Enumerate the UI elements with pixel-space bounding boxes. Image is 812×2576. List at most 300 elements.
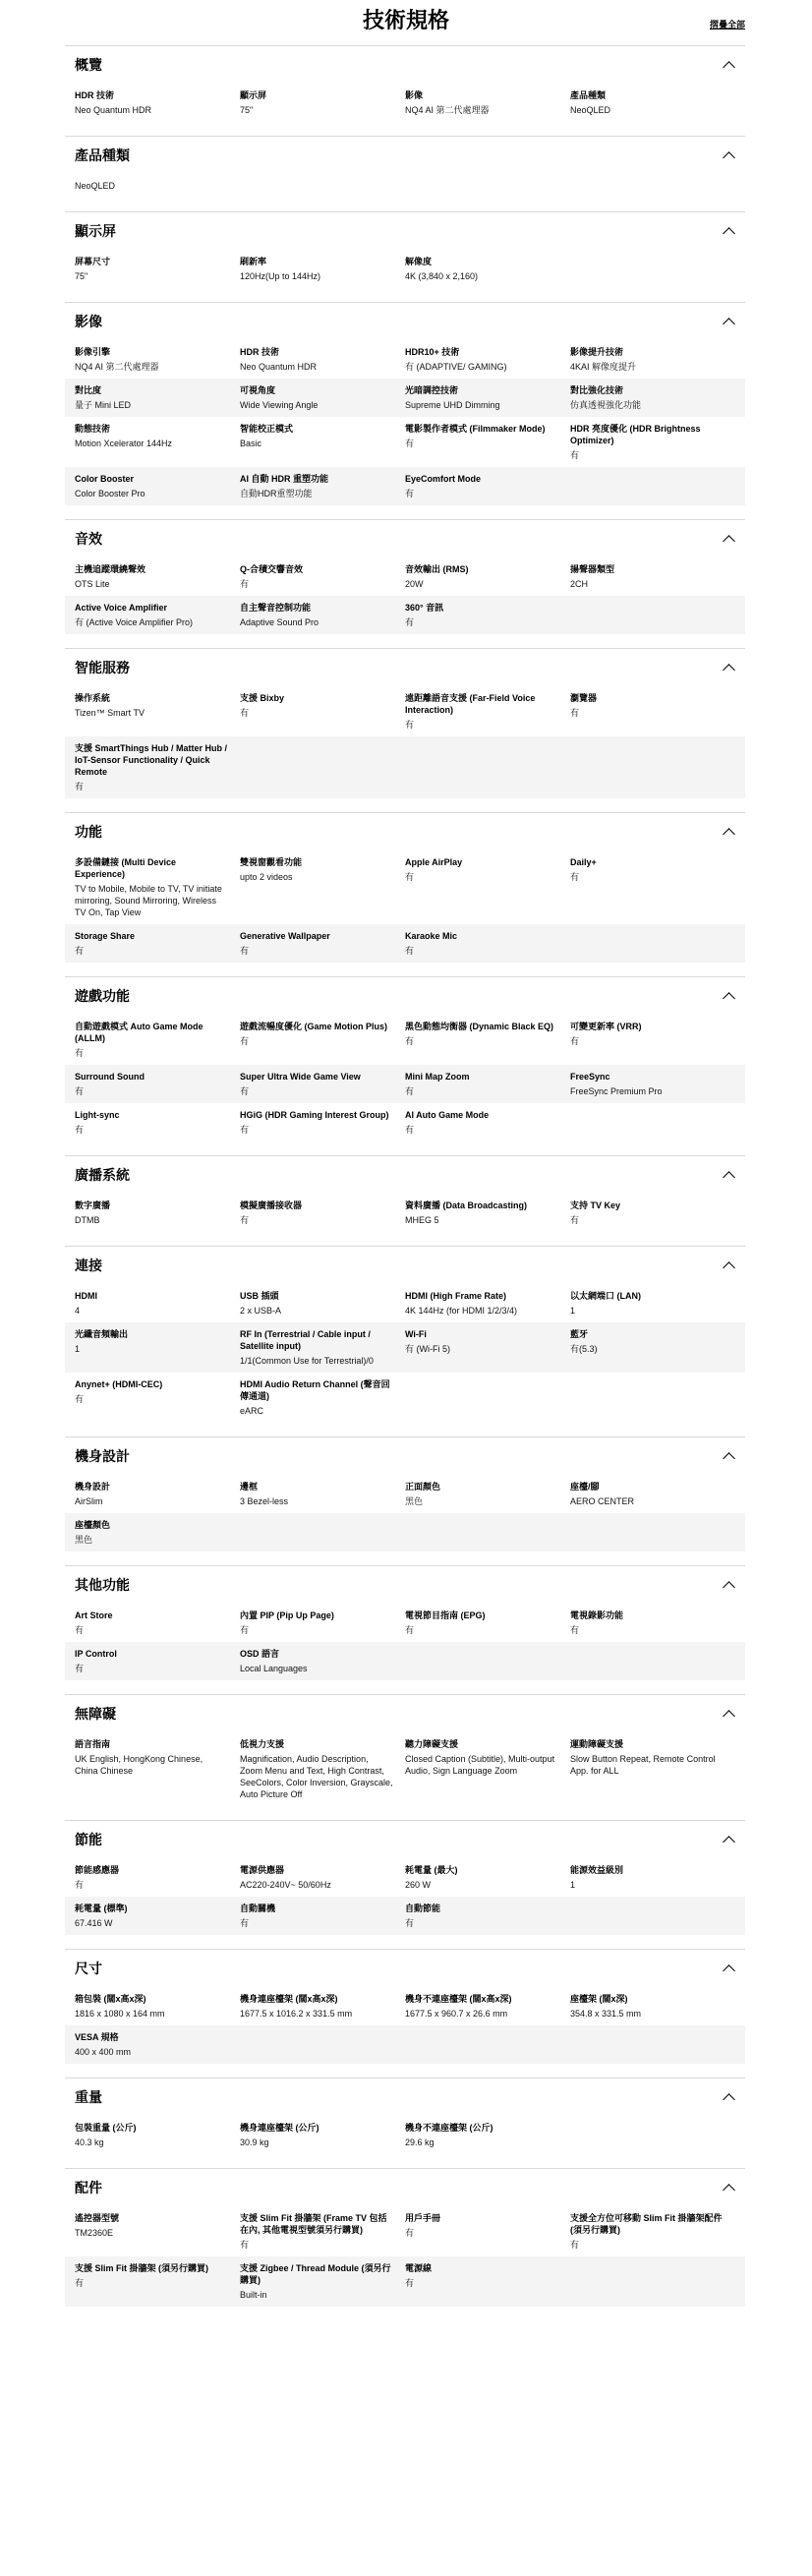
- spec-item: [75, 930, 240, 957]
- spec-value: 354.8 x 331.5 mm: [570, 2009, 642, 2019]
- spec-value: Neo Quantum HDR: [240, 362, 318, 372]
- spec-item: [570, 1021, 735, 1059]
- spec-value: 有: [75, 2278, 85, 2288]
- spec-value: 有: [75, 1394, 85, 1404]
- spec-row: [65, 2206, 745, 2256]
- spec-item: [405, 89, 570, 116]
- spec-item: [75, 2262, 240, 2301]
- spec-item: [75, 692, 240, 731]
- spec-label: 支援 SmartThings Hub / Matter Hub / IoT-Sensor Functionality / Quick Remote: [75, 743, 228, 777]
- spec-value: 120Hz(Up to 144Hz): [240, 271, 321, 281]
- spec-item: [405, 1328, 570, 1367]
- spec-value: UK English, HongKong Chinese, China Chinese: [75, 1754, 203, 1776]
- spec-value: 有: [240, 708, 250, 718]
- spec-section: [65, 1155, 745, 1246]
- spec-label: HGiG (HDR Gaming Interest Group): [240, 1110, 389, 1120]
- spec-item: [75, 1200, 240, 1226]
- section-body: [65, 1732, 745, 1820]
- spec-row: [65, 1015, 745, 1065]
- spec-item: [75, 473, 240, 499]
- spec-row: [65, 1604, 745, 1642]
- spec-value: 自動HDR重塑功能: [240, 489, 313, 498]
- spec-sections: [0, 45, 812, 2320]
- section-title: 節能: [75, 1832, 102, 1847]
- section-title: 概覽: [75, 57, 102, 73]
- spec-item: [240, 602, 405, 628]
- chevron-up-icon[interactable]: [723, 828, 735, 841]
- spec-label: 資料廣播 (Data Broadcasting): [405, 1200, 528, 1210]
- spec-row: [65, 467, 745, 505]
- spec-label: 影像引擎: [75, 347, 111, 357]
- spec-item: [405, 1864, 570, 1891]
- section-body: [65, 850, 745, 976]
- spec-item: [405, 2122, 570, 2148]
- spec-item: [570, 856, 735, 918]
- spec-value: 有: [405, 1918, 415, 1928]
- spec-value: 有: [75, 1664, 85, 1673]
- section-header[interactable]: [65, 46, 745, 84]
- chevron-up-icon[interactable]: [723, 1452, 735, 1465]
- spec-item: [240, 384, 405, 411]
- chevron-up-icon[interactable]: [723, 1581, 735, 1594]
- spec-label: 電源線: [405, 2263, 433, 2273]
- spec-value: 有: [240, 1625, 250, 1635]
- spec-value: 有: [405, 617, 415, 627]
- section-body: [65, 1475, 745, 1565]
- section-title: 其他功能: [75, 1577, 130, 1593]
- section-header[interactable]: [65, 649, 745, 686]
- spec-label: Mini Map Zoom: [405, 1072, 470, 1082]
- spec-row: [65, 2256, 745, 2307]
- spec-value: 有: [405, 489, 415, 498]
- section-title: 影像: [75, 314, 102, 329]
- spec-value: 1677.5 x 960.7 x 26.6 mm: [405, 2009, 508, 2019]
- spec-value: 260 W: [405, 1880, 432, 1890]
- spec-value: MHEG 5: [405, 1215, 439, 1225]
- spec-label: 多設備鏈接 (Multi Device Experience): [75, 857, 177, 879]
- spec-value: 有: [405, 1036, 415, 1046]
- spec-label: 支援 Slim Fit 掛牆架 (Frame TV 包括在內, 其他電視型號須另行購買): [240, 2213, 387, 2235]
- spec-label: 對比度: [75, 385, 102, 395]
- spec-label: Light-sync: [75, 1110, 120, 1120]
- spec-value: upto 2 videos: [240, 872, 293, 882]
- spec-label: 自動節能: [405, 1903, 441, 1913]
- spec-value: 20W: [405, 579, 424, 589]
- spec-row: [65, 417, 745, 467]
- spec-value: Wide Viewing Angle: [240, 400, 319, 410]
- spec-row: [65, 1897, 745, 1935]
- spec-item: [570, 1328, 735, 1367]
- spec-item: [405, 1071, 570, 1097]
- spec-value: 黑色: [405, 1496, 424, 1506]
- section-header[interactable]: [65, 303, 745, 340]
- spec-label: Generative Wallpaper: [240, 931, 330, 941]
- spec-label: 電源供應器: [240, 1865, 285, 1875]
- spec-value: 有: [240, 1215, 250, 1225]
- chevron-up-icon[interactable]: [723, 664, 735, 676]
- spec-label: HDR 技術: [75, 90, 114, 100]
- spec-row: [65, 1322, 745, 1373]
- spec-label: HDMI: [75, 1291, 97, 1301]
- spec-label: 雙視窗觀看功能: [240, 857, 303, 867]
- section-header[interactable]: [65, 813, 745, 850]
- spec-row: [65, 1065, 745, 1103]
- spec-label: 座檯/腳: [570, 1482, 600, 1492]
- spec-item: [75, 423, 240, 461]
- spec-value: 400 x 400 mm: [75, 2047, 132, 2057]
- spec-value: 1816 x 1080 x 164 mm: [75, 2009, 165, 2019]
- section-header[interactable]: [65, 2078, 745, 2116]
- spec-section: [65, 976, 745, 1155]
- spec-item: [75, 1328, 240, 1367]
- spec-section: [65, 211, 745, 302]
- spec-item: [570, 563, 735, 590]
- spec-label: Daily+: [570, 857, 597, 867]
- spec-value: 67.416 W: [75, 1918, 113, 1928]
- spec-value: 有 (ADAPTIVE/ GAMING): [405, 362, 507, 372]
- spec-value: 有: [405, 872, 415, 882]
- spec-value: TV to Mobile, Mobile to TV, TV initiate mirroring, Sound Mirroring, Wireless TV On, Tap View: [75, 884, 222, 917]
- spec-value: 有: [405, 2228, 415, 2238]
- spec-value: 黑色: [75, 1535, 93, 1545]
- spec-item: [405, 1200, 570, 1226]
- chevron-up-icon[interactable]: [723, 2093, 735, 2106]
- spec-row: [65, 1513, 745, 1551]
- spec-section: [65, 2078, 745, 2168]
- spec-label: 機身連座檯架 (闊x高x深): [240, 1994, 338, 2004]
- spec-item: [240, 1648, 405, 1674]
- section-title: 廣播系統: [75, 1167, 130, 1183]
- spec-label: 座檯架 (闊x深): [570, 1994, 628, 2004]
- spec-item: [75, 1903, 240, 1929]
- spec-item: [75, 2122, 240, 2148]
- spec-label: 解像度: [405, 257, 433, 266]
- spec-row: [65, 379, 745, 417]
- spec-row: [65, 250, 745, 288]
- spec-value: 4K 144Hz (for HDMI 1/2/3/4): [405, 1306, 518, 1316]
- spec-value: 有: [240, 1036, 250, 1046]
- spec-item: [240, 1864, 405, 1891]
- spec-value: Supreme UHD Dimming: [405, 400, 500, 410]
- spec-item: [75, 1481, 240, 1507]
- spec-label: 機身連座檯架 (公斤): [240, 2123, 319, 2133]
- spec-item: [240, 1290, 405, 1317]
- spec-value: Slow Button Repeat, Remote Control App. for ALL: [570, 1754, 716, 1776]
- spec-item: [405, 2212, 570, 2251]
- spec-label: 360° 音訊: [405, 603, 444, 613]
- spec-item: [75, 742, 240, 792]
- spec-item: [570, 346, 735, 373]
- spec-value: NeoQLED: [570, 105, 611, 115]
- spec-label: 支持 TV Key: [570, 1200, 621, 1210]
- spec-value: 有: [240, 2240, 250, 2250]
- section-title: 智能服務: [75, 660, 130, 675]
- spec-label: 電視錄影功能: [570, 1610, 624, 1620]
- spec-value: Color Booster Pro: [75, 489, 145, 498]
- spec-label: 聽力障礙支援: [405, 1739, 459, 1749]
- spec-item: [405, 1481, 570, 1507]
- spec-item: [405, 1610, 570, 1636]
- spec-label: Color Booster: [75, 474, 135, 484]
- section-body: [65, 686, 745, 812]
- spec-item: [240, 89, 405, 116]
- section-title: 遊戲功能: [75, 988, 130, 1004]
- spec-item: [405, 692, 570, 731]
- spec-item: [405, 256, 570, 282]
- spec-label: 可視角度: [240, 385, 276, 395]
- spec-section: [65, 302, 745, 519]
- spec-item: [240, 1109, 405, 1136]
- section-header[interactable]: [65, 1247, 745, 1284]
- spec-item: [405, 473, 570, 499]
- spec-item: [405, 930, 570, 957]
- section-title: 連接: [75, 1258, 102, 1273]
- spec-label: 瀏覽器: [570, 693, 598, 703]
- chevron-up-icon[interactable]: [723, 1171, 735, 1184]
- spec-label: 邊框: [240, 1482, 259, 1492]
- spec-label: 電視節目指南 (EPG): [405, 1610, 486, 1620]
- spec-label: 節能感應器: [75, 1865, 120, 1875]
- spec-label: Storage Share: [75, 931, 136, 941]
- spec-value: 有(5.3): [570, 1344, 598, 1354]
- spec-value: AC220-240V~ 50/60Hz: [240, 1880, 331, 1890]
- spec-label: 機身不連座檯架 (闊x高x深): [405, 1994, 512, 2004]
- spec-value: 有: [75, 1625, 85, 1635]
- section-header[interactable]: [65, 137, 745, 174]
- spec-value: 1677.5 x 1016.2 x 331.5 mm: [240, 2009, 353, 2019]
- spec-value: 有: [75, 1086, 85, 1096]
- spec-item: [75, 1993, 240, 2020]
- spec-label: 模擬廣播接收器: [240, 1200, 303, 1210]
- spec-value: Local Languages: [240, 1664, 308, 1673]
- spec-value: 有: [75, 1125, 85, 1135]
- section-header[interactable]: [65, 520, 745, 557]
- spec-label: HDR 亮度優化 (HDR Brightness Optimizer): [570, 424, 701, 445]
- section-header[interactable]: [65, 977, 745, 1015]
- spec-label: USB 插頭: [240, 1291, 279, 1301]
- spec-label: 數字廣播: [75, 1200, 111, 1210]
- spec-label: 操作系統: [75, 693, 111, 703]
- section-body: [65, 1015, 745, 1155]
- chevron-up-icon[interactable]: [723, 151, 735, 164]
- spec-label: 機身設計: [75, 1482, 111, 1492]
- spec-value: 2CH: [570, 579, 589, 589]
- spec-label: Apple AirPlay: [405, 857, 463, 867]
- spec-value: eARC: [240, 1406, 264, 1416]
- spec-label: Anynet+ (HDMI-CEC): [75, 1379, 163, 1389]
- spec-value: 有: [570, 1036, 580, 1046]
- spec-label: 包裝重量 (公斤): [75, 2123, 137, 2133]
- spec-value: 有: [75, 1880, 85, 1890]
- spec-value: 75": [75, 271, 88, 281]
- spec-label: 影像提升技術: [570, 347, 624, 357]
- spec-label: HDMI (High Frame Rate): [405, 1291, 507, 1301]
- spec-section: [65, 136, 745, 211]
- spec-row: [65, 1475, 745, 1513]
- spec-item: [240, 1378, 405, 1417]
- chevron-up-icon[interactable]: [723, 1836, 735, 1848]
- chevron-up-icon[interactable]: [723, 992, 735, 1005]
- section-header[interactable]: [65, 2169, 745, 2206]
- chevron-up-icon[interactable]: [723, 318, 735, 330]
- spec-label: Super Ultra Wide Game View: [240, 1072, 361, 1082]
- spec-item: [570, 384, 735, 411]
- spec-item: [75, 1021, 240, 1059]
- spec-item: [75, 1378, 240, 1417]
- spec-label: 支援全方位可移動 Slim Fit 掛牆架配件 (須另行購買): [570, 2213, 723, 2235]
- spec-row: [65, 1642, 745, 1680]
- spec-section: [65, 519, 745, 648]
- page-header: [0, 0, 812, 45]
- section-header[interactable]: [65, 1437, 745, 1475]
- spec-item: [570, 1993, 735, 2020]
- section-title: 機身設計: [75, 1448, 130, 1464]
- spec-value: 有: [240, 579, 250, 589]
- collapse-all-link[interactable]: 摺疊全部: [709, 20, 745, 29]
- spec-row: [65, 686, 745, 736]
- spec-item: [405, 856, 570, 918]
- spec-item: [75, 1864, 240, 1891]
- spec-item: [240, 473, 405, 499]
- section-header[interactable]: [65, 1156, 745, 1194]
- spec-value: 1: [75, 1344, 81, 1354]
- spec-item: [570, 1290, 735, 1317]
- spec-item: [75, 89, 240, 116]
- spec-item: [570, 2212, 735, 2251]
- chevron-up-icon[interactable]: [723, 2184, 735, 2196]
- spec-section: [65, 1949, 745, 2078]
- spec-value: 有: [75, 1048, 85, 1058]
- spec-value: Built-in: [240, 2290, 267, 2300]
- spec-label: 可變更新率 (VRR): [570, 1022, 642, 1031]
- spec-value: 75": [240, 105, 254, 115]
- spec-value: 有: [240, 1086, 250, 1096]
- spec-value: 有 (Active Voice Amplifier Pro): [75, 617, 194, 627]
- chevron-up-icon[interactable]: [723, 1964, 735, 1977]
- spec-row: [65, 1987, 745, 2025]
- section-title: 產品種類: [75, 147, 130, 163]
- spec-value: AirSlim: [75, 1496, 103, 1506]
- spec-item: [240, 1993, 405, 2020]
- section-header[interactable]: [65, 1695, 745, 1732]
- section-body: [65, 1858, 745, 1949]
- spec-item: [570, 1738, 735, 1800]
- spec-item: [405, 423, 570, 461]
- spec-section: [65, 1694, 745, 1820]
- spec-label: 自動遊戲模式 Auto Game Mode (ALLM): [75, 1022, 203, 1043]
- section-body: [65, 340, 745, 519]
- spec-section: [65, 1436, 745, 1565]
- spec-label: 用戶手冊: [405, 2213, 441, 2223]
- spec-value: 有: [570, 1215, 580, 1225]
- spec-value: Motion Xcelerator 144Hz: [75, 439, 173, 448]
- spec-label: 支援 Zigbee / Thread Module (須另行購買): [240, 2263, 391, 2285]
- spec-label: 支援 Slim Fit 掛牆架 (須另行購買): [75, 2263, 208, 2273]
- chevron-up-icon[interactable]: [723, 61, 735, 74]
- spec-section: [65, 1246, 745, 1436]
- spec-label: 內置 PIP (Pip Up Page): [240, 1610, 334, 1620]
- spec-item: [75, 856, 240, 918]
- page-title: 技術規格: [362, 8, 449, 32]
- section-body: [65, 1987, 745, 2078]
- spec-label: 座檯顏色: [75, 1520, 111, 1530]
- section-header[interactable]: [65, 1950, 745, 1987]
- spec-value: 1: [570, 1306, 576, 1316]
- section-body: [65, 1194, 745, 1246]
- spec-value: 1: [570, 1880, 576, 1890]
- spec-value: NQ4 AI 第二代處理器: [405, 105, 490, 115]
- spec-value: 有: [570, 1625, 580, 1635]
- spec-value: 有: [405, 720, 415, 730]
- spec-label: 黑色動態均衡器 (Dynamic Black EQ): [405, 1022, 554, 1031]
- spec-label: 顯示屏: [240, 90, 267, 100]
- section-body: [65, 1284, 745, 1436]
- chevron-up-icon[interactable]: [723, 1261, 735, 1274]
- spec-value: 有: [75, 782, 85, 791]
- spec-row: [65, 1858, 745, 1897]
- section-body: [65, 84, 745, 136]
- spec-label: Surround Sound: [75, 1072, 145, 1082]
- chevron-up-icon[interactable]: [723, 227, 735, 240]
- spec-item: [240, 563, 405, 590]
- spec-label: 以太網端口 (LAN): [570, 1291, 641, 1301]
- spec-item: [75, 180, 240, 192]
- chevron-up-icon[interactable]: [723, 1710, 735, 1723]
- spec-label: 自動關機: [240, 1903, 276, 1913]
- spec-value: 40.3 kg: [75, 2137, 104, 2147]
- spec-label: Q-合積交響音效: [240, 564, 303, 574]
- section-body: [65, 174, 745, 211]
- spec-value: NQ4 AI 第二代處理器: [75, 362, 159, 372]
- spec-value: 量子 Mini LED: [75, 400, 132, 410]
- spec-item: [240, 1021, 405, 1059]
- spec-item: [75, 1610, 240, 1636]
- section-header[interactable]: [65, 1566, 745, 1604]
- spec-item: [405, 1290, 570, 1317]
- spec-value: Tizen™ Smart TV: [75, 708, 145, 718]
- spec-item: [240, 1071, 405, 1097]
- spec-label: HDR 技術: [240, 347, 279, 357]
- spec-item: [75, 346, 240, 373]
- spec-value: 有: [405, 1125, 415, 1135]
- spec-label: Active Voice Amplifier: [75, 603, 168, 613]
- spec-label: 低視力支援: [240, 1739, 285, 1749]
- spec-value: 4KAI 解像度提升: [570, 362, 637, 372]
- spec-section: [65, 2168, 745, 2320]
- spec-section: [65, 812, 745, 976]
- spec-value: 有 (Wi-Fi 5): [405, 1344, 450, 1354]
- spec-value: NeoQLED: [75, 181, 116, 191]
- spec-item: [570, 1071, 735, 1097]
- chevron-up-icon[interactable]: [723, 535, 735, 548]
- section-title: 無障礙: [75, 1706, 116, 1722]
- spec-section: [65, 45, 745, 136]
- spec-item: [570, 1200, 735, 1226]
- spec-value: 有: [405, 946, 415, 956]
- section-header[interactable]: [65, 212, 745, 250]
- spec-value: 30.9 kg: [240, 2137, 269, 2147]
- spec-value: 有: [570, 872, 580, 882]
- spec-label: IP Control: [75, 1649, 117, 1659]
- section-header[interactable]: [65, 1821, 745, 1858]
- spec-label: 箱包裝 (闊x高x深): [75, 1994, 146, 2004]
- spec-value: 4K (3,840 x 2,160): [405, 271, 479, 281]
- spec-label: HDR10+ 技術: [405, 347, 460, 357]
- spec-value: 29.6 kg: [405, 2137, 435, 2147]
- spec-value: 4: [75, 1306, 81, 1316]
- section-title: 顯示屏: [75, 223, 116, 239]
- section-title: 功能: [75, 824, 102, 840]
